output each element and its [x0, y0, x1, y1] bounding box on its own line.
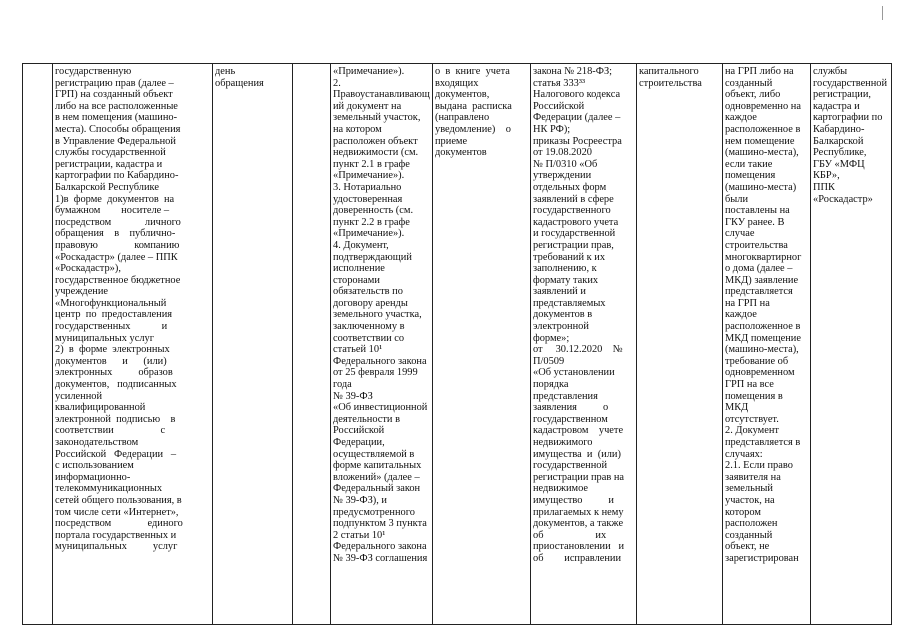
document-table — [22, 63, 892, 625]
table-column-10 — [810, 64, 892, 624]
table-cell-text: капитального строительства — [639, 66, 702, 89]
table-column-5 — [330, 64, 432, 624]
table-column-9 — [722, 64, 810, 624]
table-cell-text: «Примечание»). 2. Правоустанавливающ ий документ на земельный участок, на котором расположен объект недвижимости (см. пункт 2.1 в графе «Примечание»). 3. Нотариально удостоверенная доверенность (см. пункт 2.2 в графе «Примечание»). 4. Документ, подтверждающий исполнение сторонами обязательств по договору аренды земельного участка, заключенному в соответствии со статьей 10¹ Федерального закона от 25 февраля 1999 года № 39-ФЗ «Об инвестиционной деятельности в Российской Федерации, осуществляемой в форме капитальных вложений» (далее – Федеральный закон № 39-ФЗ), и предусмотренного подпунктом 3 пункта 2 статьи 10¹ Федерального закона № 39-ФЗ соглашения — [333, 66, 430, 564]
table-cell-text: день обращения — [215, 66, 264, 89]
table-cell-text: закона № 218-ФЗ; статья 333³³ Налогового кодекса Российской Федерации (далее – НК РФ); приказы Росреестра от 19.08.2020 № П/0310 «Об утверждении отдельных форм заявлений в сфере государственного кадастрового учета и государственной регистрации прав, требований к их заполнению, к формату таких заявлений и представляемых документов в электронной форме»; от 30.12.2020 № П/0509 «Об установлении порядка представления заявления о государственном кадастровом учете недвижимого имущества и (или) государственной регистрации прав на недвижимое имущество и прилагаемых к нему документов, а также об их приостановлении и об исправлении — [533, 66, 625, 564]
table-column-8 — [636, 64, 722, 624]
table-cell-text: государственную регистрацию прав (далее – ГРП) на созданный объект либо на все расположенные в нем помещения (машино- места). Способы обращения в Управление Федеральной службы государственной регистрации, кадастра и картографии по Кабардино- Балкарской Республике 1)в форме документов на бумажном носителе – посредством личного обращения в публично- правовую компанию «Роскадастр» (далее – ППК «Роскадастр»), государственное бюджетное учреждение «Многофункциональный центр по предоставления государственных и муниципальных услуг 2) в форме электронных документов и (или) электронных образов документов, подписанных усиленной квалифицированной электронной подписью в соответствии с законодательством Российской Федерации – с использованием информационно- телекоммуникационных сетей общего пользования, в том числе сети «Интернет», посредством единого портала государственных и муниципальных услуг — [55, 66, 183, 553]
table-column-1 — [22, 64, 52, 624]
table-column-6 — [432, 64, 530, 624]
table-column-3 — [212, 64, 292, 624]
table-cell-text: службы государственной регистрации, кадастра и картографии по Кабардино- Балкарской Республике, ГБУ «МФЦ КБР», ППК «Роскадастр» — [813, 66, 888, 205]
table-column-2 — [52, 64, 212, 624]
scan-artifact — [882, 6, 889, 20]
table-column-7 — [530, 64, 636, 624]
table-cell-text: о в книге учета входящих документов, выдана расписка (направлено уведомление) о приеме документов — [435, 66, 512, 159]
table-column-4 — [292, 64, 330, 624]
table-cell-text: на ГРП либо на созданный объект, либо одновременно на каждое расположенное в нем помещение (машино-места), если такие помещения (машино-места) были поставлены на ГКУ ранее. В случае строительства многоквартирног о дома (далее – МКД) заявление представляется на ГРП на каждое расположенное в МКД помещение (машино-места), требование об одновременном ГРП на все помещения в МКД отсутствует. 2. Документ представляется в случаях: 2.1. Если право заявителя на земельный участок, на котором расположен созданный объект, не зарегистрирован — [725, 66, 802, 564]
